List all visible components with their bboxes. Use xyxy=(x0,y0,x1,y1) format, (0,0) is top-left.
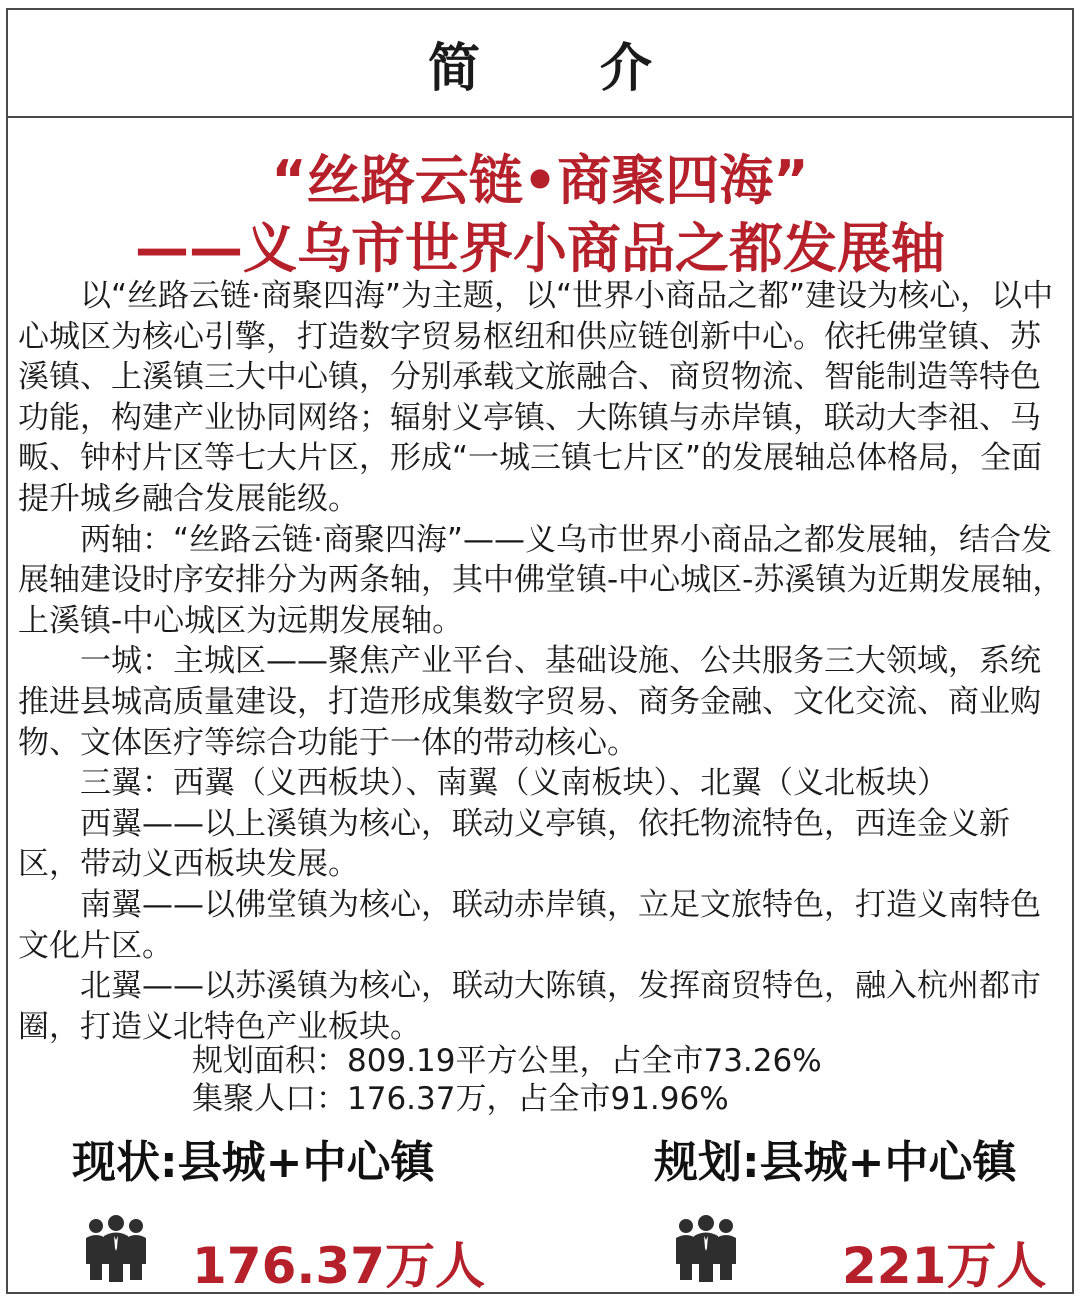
planned-population: 221万人 xyxy=(842,1237,1047,1295)
current-status-label: 现状:县城+中心镇 xyxy=(72,1137,435,1188)
intro-body xyxy=(18,276,1066,1047)
gathered-population: 集聚人口：176.37万，占全市91.96% xyxy=(192,1081,729,1117)
paragraph-one-city: 一城：主城区——聚焦产业平台、基础设施、公共服务三大领域，系统推进县城高质量建设，打造形成集数字贸易、商务金融、文化交流、商业购物、文体医疗等综合功能于一体的带动核心。 xyxy=(18,643,1041,761)
paragraph-south-wing: 南翼——以佛堂镇为核心，联动赤岸镇，立足文旅特色，打造义南特色文化片区。 xyxy=(18,886,1041,964)
people-group-icon xyxy=(674,1214,738,1284)
intro-heading: 简介 xyxy=(427,38,772,99)
people-group-icon xyxy=(84,1214,148,1284)
current-population: 176.37万人 xyxy=(192,1237,485,1295)
axis-title: ——义乌市世界小商品之都发展轴 xyxy=(135,217,945,280)
paragraph-west-wing: 西翼——以上溪镇为核心，联动义亭镇，依托物流特色，西连金义新区，带动义西板块发展。 xyxy=(18,805,1010,883)
paragraph-two-axes: 两轴：“丝路云链·商聚四海”——义乌市世界小商品之都发展轴，结合发展轴建设时序安排分为两条轴，其中佛堂镇-中心城区-苏溪镇为近期发展轴，上溪镇-中心城区为远期发展轴。 xyxy=(18,521,1064,639)
paragraph-three-wings: 三翼：西翼（义西板块）、南翼（义南板块）、北翼（义北板块） xyxy=(80,765,948,802)
intro-header xyxy=(8,10,1072,118)
theme-title: “丝路云链•商聚四海” xyxy=(271,149,809,212)
paragraph-overview: 以“丝路云链·商聚四海”为主题，以“世界小商品之都”建设为核心，以中心城区为核心引擎，打造数字贸易枢纽和供应链创新中心。依托佛堂镇、苏溪镇、上溪镇三大中心镇，分别承载文旅融合、商贸物流、智能制造等特色功能，构建产业协同网络；辐射义亭镇、大陈镇与赤岸镇，联动大李祖、马畈、钟村片区等七大片区，形成“一城三镇七片区”的发展轴总体格局，全面提升城乡融合发展能级。 xyxy=(18,278,1054,517)
paragraph-north-wing: 北翼——以苏溪镇为核心，联动大陈镇，发挥商贸特色，融入杭州都市圈，打造义北特色产业板块。 xyxy=(18,968,1041,1045)
planning-stats xyxy=(192,1042,822,1118)
planning-area: 规划面积：809.19平方公里，占全市73.26% xyxy=(192,1043,822,1079)
plan-status-label: 规划:县城+中心镇 xyxy=(654,1137,1017,1188)
